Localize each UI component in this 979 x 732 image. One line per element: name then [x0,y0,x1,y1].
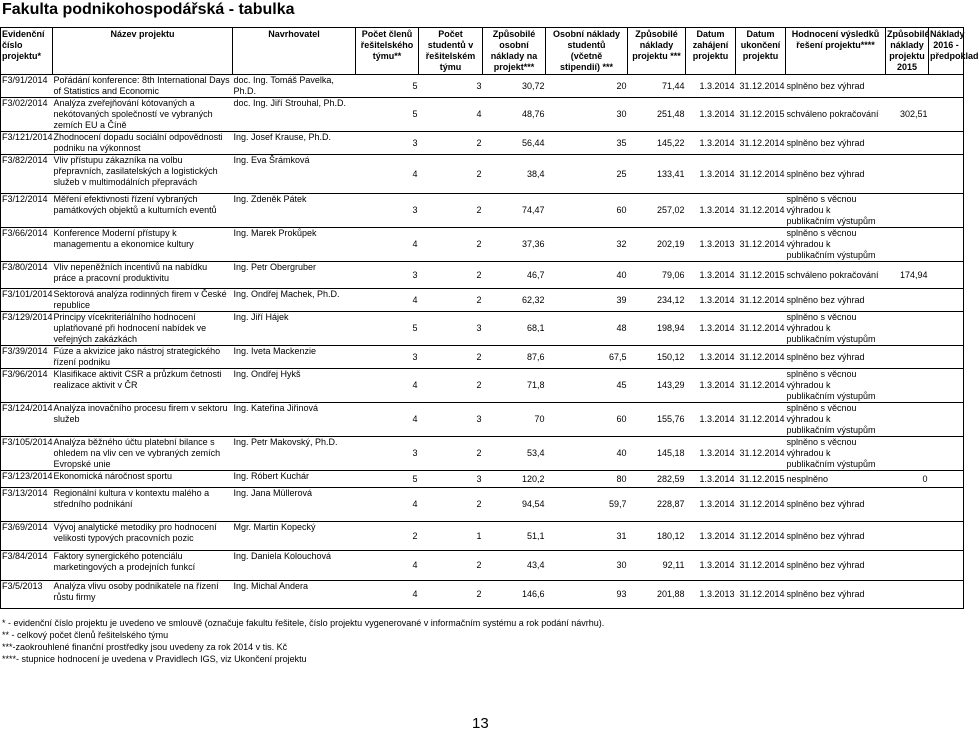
eligible-costs-cell: 79,06 [628,262,686,289]
start-date-cell: 1.3.2014 [686,522,736,551]
end-date-cell: 31.12.2014 [736,228,786,262]
student-costs-cell: 40 [546,437,628,471]
header-cell: Počet studentů v řešitelském týmu [419,28,483,75]
start-date-cell: 1.3.2014 [686,262,736,289]
student-costs-cell: 60 [546,403,628,437]
students-cell: 2 [419,289,483,312]
start-date-cell: 1.3.2014 [686,132,736,155]
table-row [1,522,964,551]
eligible-costs-cell: 257,02 [628,194,686,228]
start-date-cell: 1.3.2014 [686,551,736,581]
proposer-cell: Ing. Kateřina Jiřinová [233,403,356,437]
eligible-personal-costs-cell: 51,1 [483,522,546,551]
eligible-costs-cell: 143,29 [628,369,686,403]
project-name-cell: Principy vícekriteriálního hodnocení uplatňované při hodnocení nabídek ve veřejných zakázkách [53,312,233,346]
table-row [1,155,964,194]
student-costs-cell: 31 [546,522,628,551]
project-name-cell: Ekonomická náročnost sportu [53,471,233,488]
header-cell: Datum zahájení projektu [686,28,736,75]
student-costs-cell: 40 [546,262,628,289]
students-cell: 2 [419,228,483,262]
header-cell: Hodnocení výsledků řešení projektu**** [786,28,886,75]
costs-2016-cell [929,228,964,262]
start-date-cell: 1.3.2014 [686,369,736,403]
table-row [1,98,964,132]
eligible-personal-costs-cell: 87,6 [483,346,546,369]
end-date-cell: 31.12.2014 [736,551,786,581]
project-name-cell: Pořádání konference: 8th International Days of Statistics and Economic [53,75,233,98]
evaluation-cell: splněno s věcnou výhradou k publikačním výstupům [786,312,886,346]
project-id-cell: F3/66/2014 [1,228,53,262]
eligible-personal-costs-cell: 37,36 [483,228,546,262]
proposer-cell: doc. Ing. Tomáš Pavelka, Ph.D. [233,75,356,98]
table-row [1,132,964,155]
evaluation-cell: splněno bez výhrad [786,488,886,522]
end-date-cell: 31.12.2014 [736,346,786,369]
project-id-cell: F3/13/2014 [1,488,53,522]
student-costs-cell: 30 [546,551,628,581]
student-costs-cell: 32 [546,228,628,262]
header-row [1,28,964,75]
costs-2015-cell: 0 [886,471,929,488]
page-number: 13 [472,715,489,732]
student-costs-cell: 20 [546,75,628,98]
header-cell: Způsobilé náklady projektu 2015 [886,28,929,75]
eligible-costs-cell: 198,94 [628,312,686,346]
team-members-cell: 4 [356,155,419,194]
evaluation-cell: splněno bez výhrad [786,551,886,581]
costs-2016-cell [929,437,964,471]
eligible-personal-costs-cell: 62,32 [483,289,546,312]
eligible-personal-costs-cell: 146,6 [483,581,546,609]
project-name-cell: Faktory synergického potenciálu marketingových a prodejních funkcí [53,551,233,581]
project-name-cell: Konference Moderní přístupy k managementu a ekonomice kultury [53,228,233,262]
students-cell: 1 [419,522,483,551]
header-cell: Navrhovatel [233,28,356,75]
costs-2016-cell [929,581,964,609]
table-row [1,369,964,403]
students-cell: 2 [419,132,483,155]
costs-2015-cell [886,581,929,609]
eligible-costs-cell: 145,22 [628,132,686,155]
eligible-personal-costs-cell: 71,8 [483,369,546,403]
student-costs-cell: 35 [546,132,628,155]
header-cell: Náklady 2016 - předpoklad [929,28,964,75]
project-name-cell: Analýza zveřejňování kótovaných a nekótovaných společností ve vybraných zemích EU a Číně [53,98,233,132]
students-cell: 2 [419,488,483,522]
proposer-cell: Ing. Michal Andera [233,581,356,609]
footnote: * - evidenční číslo projektu je uvedeno ve smlouvě (označuje fakultu řešitele, číslo projektu vygenerované v informačním systému a rok podání návrhu). [2,618,605,628]
table-row [1,228,964,262]
start-date-cell: 1.3.2014 [686,471,736,488]
eligible-costs-cell: 155,76 [628,403,686,437]
costs-2015-cell [886,312,929,346]
eligible-personal-costs-cell: 38,4 [483,155,546,194]
table-row [1,262,964,289]
costs-2015-cell [886,346,929,369]
project-id-cell: F3/84/2014 [1,551,53,581]
start-date-cell: 1.3.2014 [686,155,736,194]
proposer-cell: Ing. Daniela Kolouchová [233,551,356,581]
student-costs-cell: 45 [546,369,628,403]
project-id-cell: F3/129/2014 [1,312,53,346]
header-cell: Osobní náklady studentů (včetně stipendií) *** [546,28,628,75]
end-date-cell: 31.12.2015 [736,262,786,289]
student-costs-cell: 59,7 [546,488,628,522]
students-cell: 2 [419,551,483,581]
header-cell: Datum ukončení projektu [736,28,786,75]
costs-2016-cell [929,75,964,98]
eligible-costs-cell: 71,44 [628,75,686,98]
costs-2015-cell [886,194,929,228]
costs-2015-cell [886,437,929,471]
students-cell: 3 [419,75,483,98]
evaluation-cell: splněno s věcnou výhradou k publikačním výstupům [786,369,886,403]
evaluation-cell: nesplněno [786,471,886,488]
eligible-costs-cell: 92,11 [628,551,686,581]
costs-2016-cell [929,312,964,346]
header-cell: Způsobilé náklady projektu *** [628,28,686,75]
students-cell: 2 [419,194,483,228]
student-costs-cell: 80 [546,471,628,488]
evaluation-cell: splněno bez výhrad [786,581,886,609]
team-members-cell: 4 [356,403,419,437]
project-name-cell: Vliv přístupu zákazníka na volbu přepravních, zasilatelských a logistických služeb v multimodálních přepravách [53,155,233,194]
project-name-cell: Sektorová analýza rodinných firem v České republice [53,289,233,312]
costs-2015-cell [886,75,929,98]
evaluation-cell: schváleno pokračování [786,98,886,132]
footnote: ** - celkový počet členů řešitelského týmu [2,630,169,640]
eligible-costs-cell: 282,59 [628,471,686,488]
project-id-cell: F3/123/2014 [1,471,53,488]
students-cell: 2 [419,346,483,369]
table-row [1,403,964,437]
costs-2015-cell [886,132,929,155]
students-cell: 2 [419,437,483,471]
student-costs-cell: 39 [546,289,628,312]
costs-2015-cell [886,522,929,551]
project-id-cell: F3/12/2014 [1,194,53,228]
start-date-cell: 1.3.2013 [686,581,736,609]
evaluation-cell: splněno s věcnou výhradou k publikačním výstupům [786,437,886,471]
table-row [1,312,964,346]
costs-2016-cell [929,98,964,132]
eligible-costs-cell: 145,18 [628,437,686,471]
team-members-cell: 3 [356,262,419,289]
costs-2015-cell [886,551,929,581]
eligible-costs-cell: 251,48 [628,98,686,132]
proposer-cell: Ing. Marek Prokůpek [233,228,356,262]
project-name-cell: Fúze a akvizice jako nástroj strategického řízení podniku [53,346,233,369]
evaluation-cell: splněno bez výhrad [786,346,886,369]
project-id-cell: F3/91/2014 [1,75,53,98]
proposer-cell: Ing. Josef Krause, Ph.D. [233,132,356,155]
eligible-personal-costs-cell: 68,1 [483,312,546,346]
student-costs-cell: 67,5 [546,346,628,369]
proposer-cell: Ing. Ondřej Hykš [233,369,356,403]
team-members-cell: 2 [356,522,419,551]
students-cell: 2 [419,581,483,609]
project-name-cell: Vliv nepeněžních incentivů na nabídku práce a pracovní produktivitu [53,262,233,289]
costs-2016-cell [929,488,964,522]
team-members-cell: 3 [356,194,419,228]
team-members-cell: 4 [356,581,419,609]
page-title: Fakulta podnikohospodářská - tabulka [2,1,295,18]
start-date-cell: 1.3.2014 [686,289,736,312]
student-costs-cell: 60 [546,194,628,228]
table-row [1,346,964,369]
table-row [1,289,964,312]
project-name-cell: Klasifikace aktivit CSR a průzkum četnosti realizace aktivit v ČR [53,369,233,403]
project-name-cell: Analýza inovačního procesu firem v sektoru služeb [53,403,233,437]
project-name-cell: Zhodnocení dopadu sociální odpovědnosti podniku na výkonnost [53,132,233,155]
team-members-cell: 4 [356,289,419,312]
table-row [1,488,964,522]
team-members-cell: 3 [356,346,419,369]
students-cell: 3 [419,471,483,488]
costs-2015-cell [886,228,929,262]
team-members-cell: 3 [356,132,419,155]
table-row [1,437,964,471]
table-row [1,581,964,609]
project-name-cell: Měření efektivnosti řízení vybraných památkových objektů a kulturních eventů [53,194,233,228]
eligible-personal-costs-cell: 74,47 [483,194,546,228]
student-costs-cell: 30 [546,98,628,132]
end-date-cell: 31.12.2014 [736,312,786,346]
start-date-cell: 1.3.2014 [686,403,736,437]
students-cell: 3 [419,312,483,346]
proposer-cell: Ing. Iveta Mackenzie [233,346,356,369]
end-date-cell: 31.12.2015 [736,98,786,132]
start-date-cell: 1.3.2014 [686,346,736,369]
costs-2015-cell: 174,94 [886,262,929,289]
eligible-personal-costs-cell: 46,7 [483,262,546,289]
eligible-costs-cell: 201,88 [628,581,686,609]
end-date-cell: 31.12.2014 [736,289,786,312]
project-id-cell: F3/02/2014 [1,98,53,132]
proposer-cell: Ing. Petr Obergruber [233,262,356,289]
footnote: ***-zaokrouhlené finanční prostředky jsou uvedeny za rok 2014 v tis. Kč [2,642,288,652]
project-id-cell: F3/82/2014 [1,155,53,194]
costs-2016-cell [929,194,964,228]
table-row [1,471,964,488]
footnotes [2,617,958,665]
eligible-personal-costs-cell: 56,44 [483,132,546,155]
students-cell: 3 [419,403,483,437]
header-cell: Název projektu [53,28,233,75]
eligible-personal-costs-cell: 43,4 [483,551,546,581]
evaluation-cell: splněno s věcnou výhradou k publikačním výstupům [786,228,886,262]
eligible-personal-costs-cell: 48,76 [483,98,546,132]
project-id-cell: F3/5/2013 [1,581,53,609]
end-date-cell: 31.12.2014 [736,488,786,522]
team-members-cell: 5 [356,471,419,488]
projects-table [0,27,979,609]
project-name-cell: Analýza běžného účtu platební bilance s ohledem na vliv cen ve vybraných zemích Evropské unie [53,437,233,471]
proposer-cell: Mgr. Martin Kopecký [233,522,356,551]
proposer-cell: Ing. Eva Šrámková [233,155,356,194]
costs-2015-cell [886,155,929,194]
team-members-cell: 3 [356,437,419,471]
header-cell: Počet členů řešitelského týmu** [356,28,419,75]
project-id-cell: F3/80/2014 [1,262,53,289]
header-cell: Evidenční číslo projektu* [1,28,53,75]
end-date-cell: 31.12.2014 [736,132,786,155]
team-members-cell: 4 [356,551,419,581]
eligible-costs-cell: 234,12 [628,289,686,312]
project-name-cell: Vývoj analytické metodiky pro hodnocení velikosti typových pracovních pozic [53,522,233,551]
student-costs-cell: 48 [546,312,628,346]
start-date-cell: 1.3.2014 [686,312,736,346]
costs-2015-cell [886,369,929,403]
costs-2016-cell [929,403,964,437]
student-costs-cell: 93 [546,581,628,609]
end-date-cell: 31.12.2014 [736,581,786,609]
evaluation-cell: splněno bez výhrad [786,75,886,98]
team-members-cell: 5 [356,312,419,346]
table-row [1,551,964,581]
start-date-cell: 1.3.2014 [686,488,736,522]
start-date-cell: 1.3.2014 [686,98,736,132]
eligible-personal-costs-cell: 94,54 [483,488,546,522]
evaluation-cell: splněno bez výhrad [786,155,886,194]
proposer-cell: Ing. Zdeněk Pátek [233,194,356,228]
end-date-cell: 31.12.2014 [736,369,786,403]
costs-2016-cell [929,471,964,488]
proposer-cell: doc. Ing. Jiří Strouhal, Ph.D. [233,98,356,132]
eligible-personal-costs-cell: 30,72 [483,75,546,98]
eligible-personal-costs-cell: 120,2 [483,471,546,488]
end-date-cell: 31.12.2014 [736,522,786,551]
proposer-cell: Ing. Ondřej Machek, Ph.D. [233,289,356,312]
evaluation-cell: splněno bez výhrad [786,289,886,312]
costs-2015-cell: 302,51 [886,98,929,132]
students-cell: 2 [419,262,483,289]
table-row [1,194,964,228]
project-id-cell: F3/121/2014 [1,132,53,155]
end-date-cell: 31.12.2014 [736,194,786,228]
start-date-cell: 1.3.2014 [686,437,736,471]
team-members-cell: 4 [356,228,419,262]
start-date-cell: 1.3.2014 [686,194,736,228]
students-cell: 2 [419,369,483,403]
project-name-cell: Analýza vlivu osoby podnikatele na řízení růstu firmy [53,581,233,609]
end-date-cell: 31.12.2014 [736,403,786,437]
evaluation-cell: schváleno pokračování [786,262,886,289]
proposer-cell: Ing. Petr Makovský, Ph.D. [233,437,356,471]
footnote: ****- stupnice hodnocení je uvedena v Pravidlech IGS, viz Ukončení projektu [2,654,307,664]
costs-2016-cell [929,289,964,312]
costs-2015-cell [886,488,929,522]
costs-2016-cell [929,369,964,403]
end-date-cell: 31.12.2014 [736,75,786,98]
team-members-cell: 5 [356,75,419,98]
costs-2016-cell [929,346,964,369]
project-id-cell: F3/39/2014 [1,346,53,369]
start-date-cell: 1.3.2014 [686,75,736,98]
costs-2016-cell [929,132,964,155]
project-name-cell: Regionální kultura v kontextu malého a středního podnikání [53,488,233,522]
eligible-costs-cell: 180,12 [628,522,686,551]
evaluation-cell: splněno s věcnou výhradou k publikačním výstupům [786,194,886,228]
students-cell: 4 [419,98,483,132]
end-date-cell: 31.12.2014 [736,155,786,194]
project-id-cell: F3/69/2014 [1,522,53,551]
eligible-costs-cell: 228,87 [628,488,686,522]
evaluation-cell: splněno bez výhrad [786,132,886,155]
costs-2016-cell [929,551,964,581]
team-members-cell: 4 [356,369,419,403]
end-date-cell: 31.12.2015 [736,471,786,488]
student-costs-cell: 25 [546,155,628,194]
students-cell: 2 [419,155,483,194]
project-id-cell: F3/124/2014 [1,403,53,437]
eligible-personal-costs-cell: 70 [483,403,546,437]
evaluation-cell: splněno s věcnou výhradou k publikačním výstupům [786,403,886,437]
costs-2015-cell [886,403,929,437]
table-row [1,75,964,98]
project-id-cell: F3/105/2014 [1,437,53,471]
evaluation-cell: splněno bez výhrad [786,522,886,551]
proposer-cell: Ing. Jana Müllerová [233,488,356,522]
eligible-costs-cell: 202,19 [628,228,686,262]
eligible-costs-cell: 133,41 [628,155,686,194]
eligible-personal-costs-cell: 53,4 [483,437,546,471]
costs-2016-cell [929,155,964,194]
costs-2016-cell [929,262,964,289]
costs-2015-cell [886,289,929,312]
header-cell: Způsobilé osobní náklady na projekt*** [483,28,546,75]
team-members-cell: 5 [356,98,419,132]
proposer-cell: Ing. Jiří Hájek [233,312,356,346]
proposer-cell: Ing. Róbert Kuchár [233,471,356,488]
end-date-cell: 31.12.2014 [736,437,786,471]
eligible-costs-cell: 150,12 [628,346,686,369]
start-date-cell: 1.3.2013 [686,228,736,262]
team-members-cell: 4 [356,488,419,522]
project-id-cell: F3/96/2014 [1,369,53,403]
project-id-cell: F3/101/2014 [1,289,53,312]
costs-2016-cell [929,522,964,551]
